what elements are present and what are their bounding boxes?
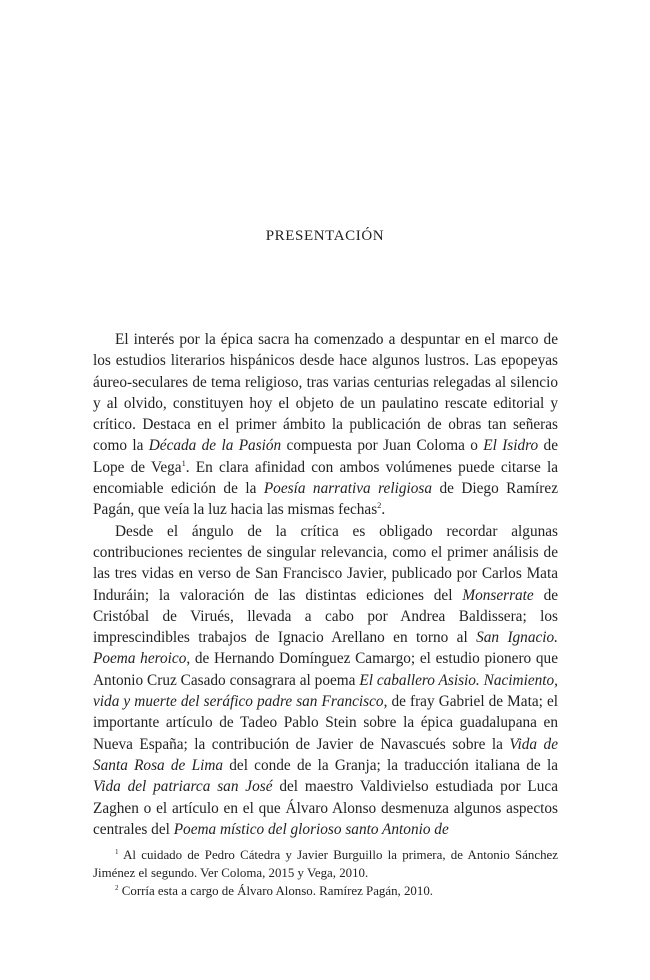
work-title: Vida de Santa Rosa de Lima bbox=[93, 735, 558, 774]
footnote-2 bbox=[93, 882, 558, 900]
text-run: compuesta por Juan Coloma o bbox=[281, 437, 484, 455]
footnote-text: Al cuidado de Pedro Cátedra y Javier Burguillo la primera, de Antonio Sánchez Jiménez el segundo. Ver Coloma, 2015 y Vega, 2010. bbox=[93, 848, 558, 880]
text-run: El interés por la épica sacra ha comenzado a despuntar en el marco de los estudios literarios hispánicos desde hace algunos lustros. Las epopeyas áureo-seculares de tema religioso, tras varias centurias relegadas al silencio y al olvido, constituyen hoy el objeto de un paulatino rescate editorial y crítico. Destaca en el primer ámbito la publicación de obras tan señeras como la bbox=[93, 331, 558, 455]
work-title: Monserrate bbox=[462, 586, 534, 604]
footnote-1 bbox=[93, 846, 558, 882]
text-run: de Lope de Vega bbox=[93, 437, 558, 476]
text-run: de Diego Ramírez Pagán, que veía la luz hacia las mismas fechas bbox=[93, 480, 558, 519]
page-title: PRESENTACIÓN bbox=[265, 228, 385, 244]
work-title: San Ignacio. Poema heroico bbox=[93, 629, 558, 668]
footnote-number: 2 bbox=[115, 884, 119, 893]
text-run: . En clara afinidad con ambos volúmenes puede citarse la encomiable edición de la bbox=[93, 458, 558, 498]
work-title: Vida del patriarca san José bbox=[93, 778, 273, 796]
work-title: Década de la Pasión bbox=[148, 437, 282, 455]
text-run: , de fray Gabriel de Mata; el importante artículo de Tadeo Pablo Stein sobre la épica guadalupana en Nueva España; la contribución de Javier de Navascués sobre la bbox=[93, 693, 558, 753]
body-text bbox=[93, 329, 558, 840]
footnotes bbox=[93, 846, 558, 900]
footnote-number: 1 bbox=[115, 848, 119, 857]
work-title: El Isidro bbox=[483, 437, 539, 455]
paragraph-2 bbox=[93, 521, 558, 840]
work-title: El caballero Asisio. Nacimiento, vida y muerte del seráfico padre san Francisco bbox=[93, 671, 558, 711]
text-run: del conde de la Granja; la traducción italiana de la bbox=[223, 756, 558, 774]
text-run: Desde el ángulo de la crítica es obligado recordar algunas contribuciones recientes de singular relevancia, como el primer análisis de las tres vidas en verso de San Francisco Javier, publicado por Carlos Mata Induráin; la valoración de las distintas ediciones del bbox=[93, 522, 558, 604]
work-title: Poema místico del glorioso santo Antonio de bbox=[173, 820, 449, 838]
text-run: . bbox=[381, 501, 386, 519]
work-title: Poesía narrativa religiosa bbox=[263, 480, 432, 498]
footnote-ref-1[interactable]: 1 bbox=[181, 458, 186, 468]
text-run: de Cristóbal de Virués, llevada a cabo por Andrea Baldissera; los imprescindibles trabajos de Ignacio Arellano en torno al bbox=[93, 586, 559, 647]
paragraph-1 bbox=[93, 329, 558, 521]
footnote-text: Corría esta a cargo de Álvaro Alonso. Ramírez Pagán, 2010. bbox=[121, 884, 433, 898]
text-run: , de Hernando Domínguez Camargo; el estudio pionero que Antonio Cruz Casado consagrara al poema bbox=[93, 650, 558, 689]
footnote-ref-2[interactable]: 2 bbox=[377, 501, 382, 511]
text-run: del maestro Valdivielso estudiada por Luca Zaghen o el artículo en el que Álvaro Alonso desmenuza algunos aspectos centrales del bbox=[93, 778, 558, 838]
